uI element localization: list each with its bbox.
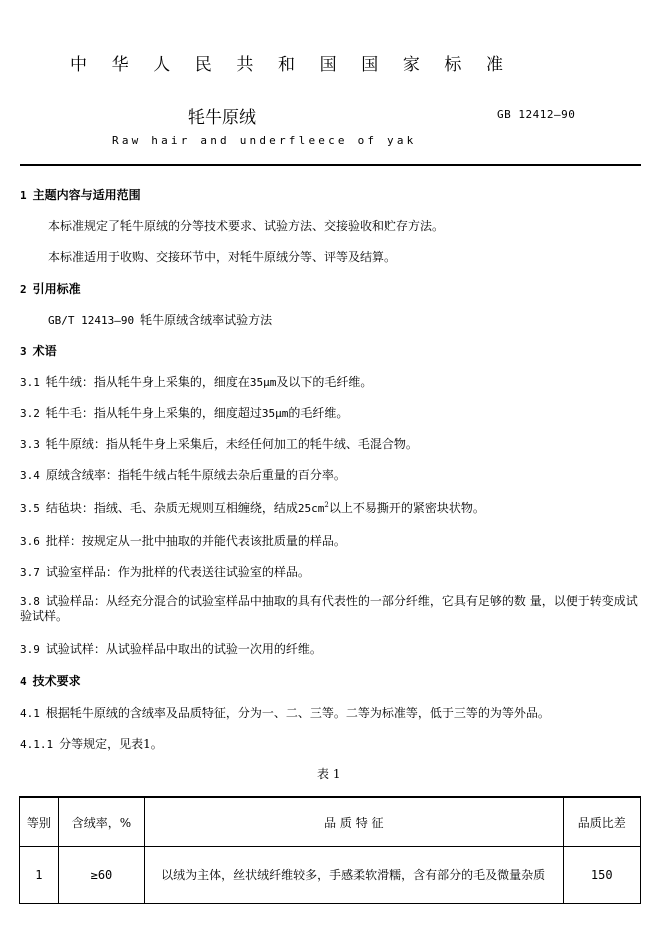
term-3-1 — [20, 373, 372, 390]
reference-standard — [48, 311, 272, 328]
reference-code: GB/T 12413—90 — [48, 314, 135, 327]
section-1-heading — [20, 186, 141, 203]
term-3-8 — [20, 594, 641, 624]
clause-text: 分等规定，见表1。 — [59, 737, 163, 751]
cell-quality-features — [145, 847, 563, 904]
term-text: 试验试样：从试验样品中取出的试验一次用的纤维。 — [45, 642, 322, 656]
term-text: 试验室样品：作为批样的代表送往试验室的样品。 — [45, 565, 310, 579]
term-text: 牦牛原绒：指从牦牛身上采集后，未经任何加工的牦牛绒、毛混合物。 — [45, 437, 418, 451]
cell-quality-features-text: 以绒为主体，丝状绒纤维较多，手感柔软滑糯，含有部分的毛及微量杂质 — [161, 868, 546, 882]
section-heading-text: 主题内容与适用范围 — [32, 188, 141, 202]
clause-number: 4.1 — [20, 707, 40, 720]
organization-title: 中 华 人 民 共 和 国 国 家 标 准 — [70, 55, 513, 75]
term-3-7 — [20, 563, 310, 580]
reference-title: 牦牛原绒含绒率试验方法 — [140, 313, 273, 327]
term-text: 结毡块：指绒、毛、杂质无规则互相缠绕，结成 — [45, 501, 298, 515]
header-divider — [20, 164, 641, 166]
standard-code: GB 12412—90 — [497, 108, 576, 121]
cell-wool-rate: ≥60 — [58, 847, 144, 904]
clause-number: 4.1.1 — [20, 738, 54, 751]
term-text: 试验样品：从经充分混合的试验室样品中抽取的具有代表性的一部分纤维，它具有足够的数 量，以便于转变成试验试样。 — [20, 594, 638, 623]
term-3-2 — [20, 404, 348, 421]
term-value: 25cm — [297, 502, 325, 515]
term-text: 牦牛毛：指从牦牛身上采集的，细度超过 — [45, 406, 262, 420]
header-grade: 等别 — [20, 797, 59, 847]
term-text: 以上不易撕开的紧密块状物。 — [328, 501, 485, 515]
standard-title: 牦牛原绒 — [188, 108, 256, 128]
section-number: 4 — [20, 675, 27, 688]
clause-number: 3.9 — [20, 643, 40, 656]
section-4-heading — [20, 672, 81, 689]
clause-number: 3.8 — [20, 595, 40, 608]
term-value: 35μm — [261, 407, 289, 420]
table-header-row — [20, 797, 641, 847]
section-number: 1 — [20, 189, 27, 202]
term-value: 35μm — [249, 376, 277, 389]
cell-grade: 1 — [20, 847, 59, 904]
clause-4-1 — [20, 704, 550, 721]
term-3-9 — [20, 640, 322, 657]
table-caption: 表 1 — [317, 767, 341, 781]
section-1-paragraph-1: 本标准规定了牦牛原绒的分等技术要求、试验方法、交接验收和贮存方法。 — [48, 219, 445, 233]
clause-number: 3.2 — [20, 407, 40, 420]
term-3-3 — [20, 435, 418, 452]
term-text: 牦牛绒：指从牦牛身上采集的，细度在 — [45, 375, 250, 389]
superscript: 2 — [324, 501, 329, 509]
term-3-5 — [20, 499, 485, 516]
clause-number: 3.5 — [20, 502, 40, 515]
clause-number: 3.3 — [20, 438, 40, 451]
term-3-4 — [20, 466, 346, 483]
section-number: 2 — [20, 283, 27, 296]
grading-table — [19, 796, 641, 904]
header-wool-rate: 含绒率，% — [58, 797, 144, 847]
header-quality-features: 品 质 特 征 — [145, 797, 563, 847]
section-3-heading — [20, 342, 57, 359]
clause-number: 3.7 — [20, 566, 40, 579]
clause-number: 3.4 — [20, 469, 40, 482]
clause-text: 根据牦牛原绒的含绒率及品质特征，分为一、二、三等。二等为标准等，低于三等的为等外品。 — [45, 706, 550, 720]
header-quality-ratio: 品质比差 — [563, 797, 640, 847]
clause-number: 3.1 — [20, 376, 40, 389]
term-text: 的毛纤维。 — [288, 406, 349, 420]
standard-subtitle-en: Raw hair and underfleece of yak — [112, 134, 417, 147]
section-2-heading — [20, 280, 81, 297]
section-heading-text: 引用标准 — [32, 282, 81, 296]
section-1-paragraph-2: 本标准适用于收购、交接环节中，对牦牛原绒分等、评等及结算。 — [48, 250, 397, 264]
clause-4-1-1 — [20, 735, 163, 752]
term-text: 及以下的毛纤维。 — [276, 375, 373, 389]
term-text: 原绒含绒率：指牦牛绒占牦牛原绒去杂后重量的百分率。 — [45, 468, 346, 482]
section-heading-text: 术语 — [32, 344, 57, 358]
cell-quality-ratio: 150 — [563, 847, 640, 904]
term-text: 批样：按规定从一批中抽取的并能代表该批质量的样品。 — [45, 534, 346, 548]
table-row — [20, 847, 641, 904]
section-heading-text: 技术要求 — [32, 674, 81, 688]
section-number: 3 — [20, 345, 27, 358]
clause-number: 3.6 — [20, 535, 40, 548]
term-3-6 — [20, 532, 346, 549]
